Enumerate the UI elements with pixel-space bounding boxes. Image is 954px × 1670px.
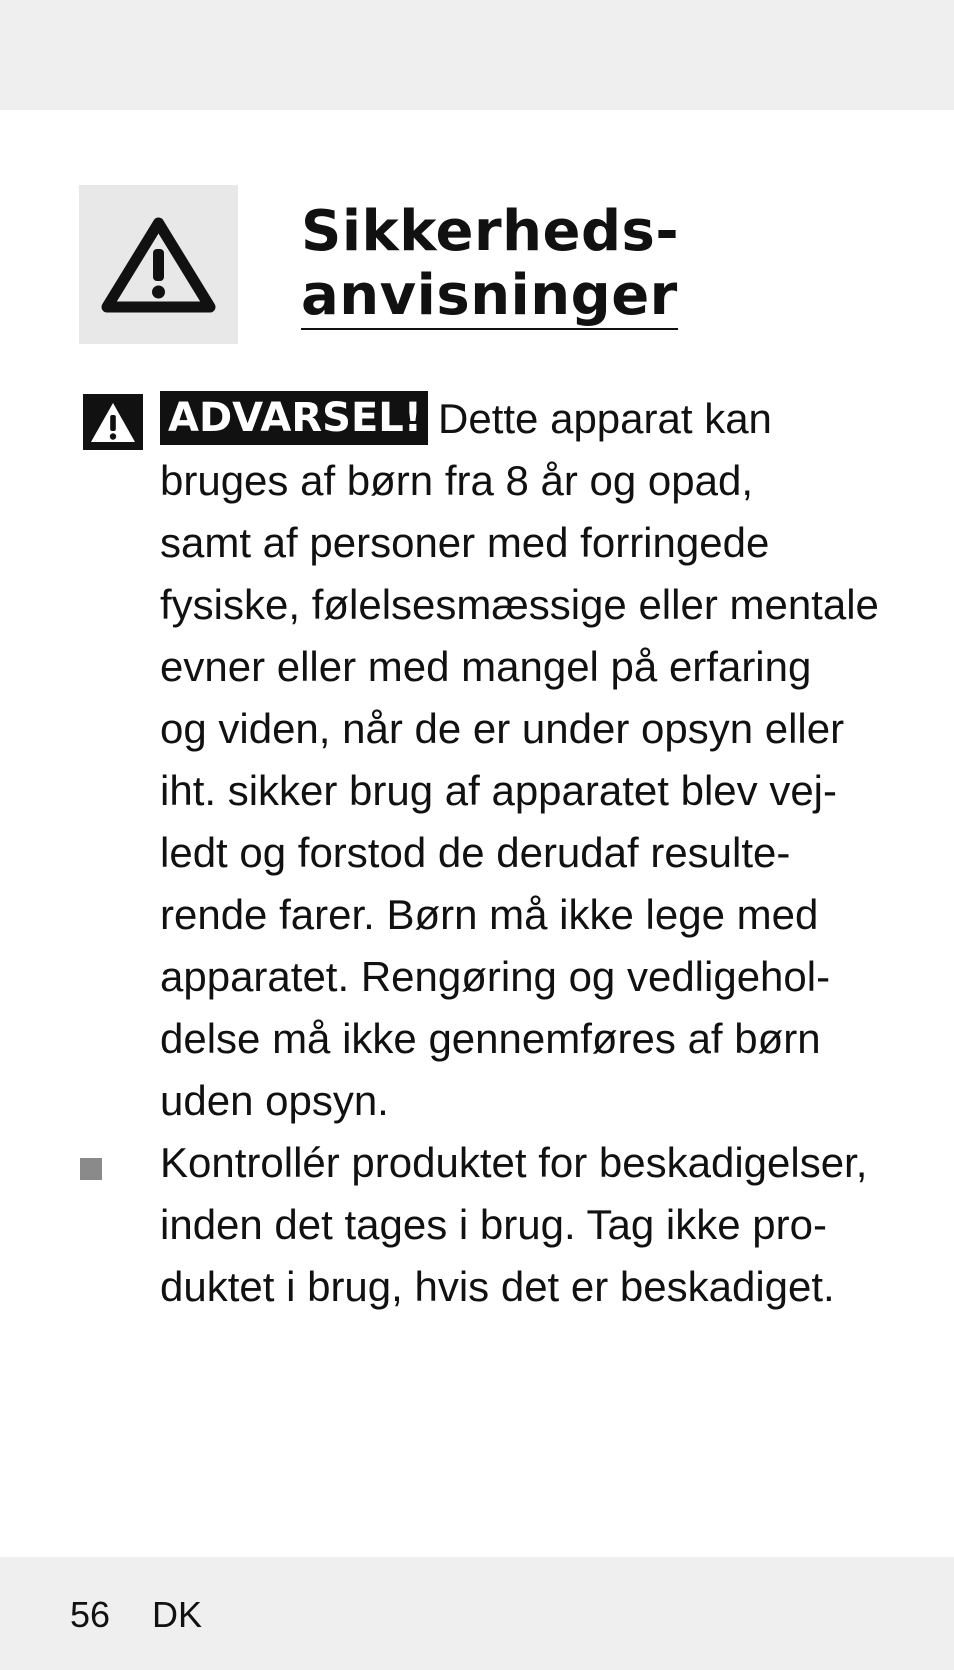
bullet-line: inden det tages i brug. Tag ikke pro-	[160, 1201, 827, 1248]
warning-line: rende farer. Børn må ikke lege med	[160, 891, 819, 938]
warning-text	[160, 388, 880, 1132]
warning-line: samt af personer med forringede	[160, 519, 770, 566]
warning-line: Dette apparat kan	[438, 395, 772, 442]
warning-line: apparatet. Rengøring og vedligehol-	[160, 953, 831, 1000]
bullet-text	[160, 1132, 880, 1318]
warning-line: og viden, når de er under opsyn eller	[160, 705, 845, 752]
section-title	[301, 200, 679, 330]
warning-line: uden opsyn.	[160, 1077, 389, 1124]
bullet-paragraph	[160, 1132, 880, 1318]
warning-line: iht. sikker brug af apparatet blev vej-	[160, 767, 838, 814]
page-number: 56	[70, 1594, 111, 1635]
advarsel-label: ADVARSEL!	[160, 391, 428, 445]
language-code: DK	[152, 1594, 203, 1635]
top-margin-band	[0, 0, 954, 110]
warning-triangle-icon	[83, 394, 143, 450]
bullet-line: duktet i brug, hvis det er beskadiget.	[160, 1263, 835, 1310]
warning-first-line	[160, 388, 880, 450]
warning-line: delse må ikke gennemføres af børn	[160, 1015, 821, 1062]
square-bullet-icon	[80, 1158, 102, 1180]
section-title-line-1: Sikkerheds-	[301, 199, 680, 264]
warning-line: bruges af børn fra 8 år og opad,	[160, 457, 754, 504]
warning-line: evner eller med mangel på erfaring	[160, 643, 812, 690]
bullet-line: Kontrollér produktet for beskadigelser,	[160, 1139, 868, 1186]
section-title-line-2: anvisninger	[301, 263, 678, 328]
warning-triangle-icon	[101, 215, 216, 315]
header-icon-box	[79, 185, 238, 344]
warning-line: fysiske, følelsesmæssige eller mentale	[160, 581, 879, 628]
warning-line: ledt og forstod de derudaf resulte-	[160, 829, 791, 876]
footer-band	[0, 1557, 954, 1670]
warning-paragraph	[160, 388, 880, 1132]
